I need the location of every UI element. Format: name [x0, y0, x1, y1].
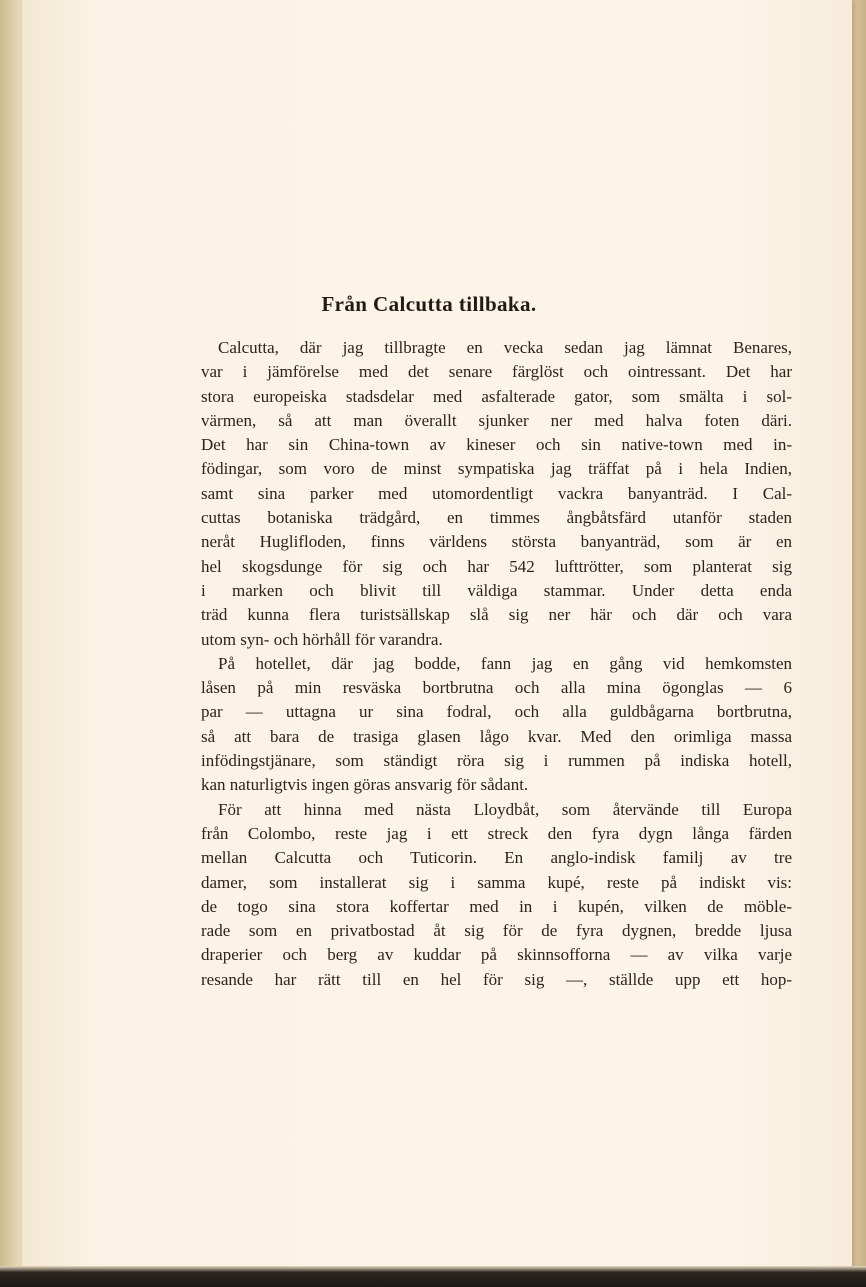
text-line: värmen, så att man överallt sjunker ner med halva foten däri.	[201, 410, 792, 430]
text-line: rade som en privatbostad åt sig för de fyra dygnen, bredde ljusa	[201, 921, 792, 941]
text-line: neråt Huglifloden, finns världens största banyanträd, som är en	[201, 532, 792, 552]
text-line: låsen på min resväska bortbrutna och alla mina ögonglas — 6	[201, 678, 792, 698]
text-line: hel skogsdunge för sig och har 542 lufttrötter, som planterat sig	[201, 556, 792, 576]
text-line: På hotellet, där jag bodde, fann jag en gång vid hemkomsten	[218, 653, 792, 673]
text-line: så att bara de trasiga glasen lågo kvar. Med den orimliga massa	[201, 726, 792, 746]
text-line: utom syn- och hörhåll för varandra.	[201, 629, 443, 649]
text-line: kan naturligtvis ingen göras ansvarig för sådant.	[201, 775, 529, 795]
text-line: cuttas botaniska trädgård, en timmes ångbåtsfärd utanför staden	[201, 508, 792, 528]
page-bottom-edge	[0, 1266, 866, 1287]
text-line: samt sina parker med utomordentligt vackra banyanträd. I Cal-	[201, 483, 792, 503]
text-line: damer, som installerat sig i samma kupé, reste på indiskt vis:	[201, 872, 792, 892]
chapter-title: Från Calcutta tillbaka.	[321, 292, 537, 316]
text-line: mellan Calcutta och Tuticorin. En anglo-indisk familj av tre	[201, 848, 792, 868]
text-line: resande har rätt till en hel för sig —, ställde upp ett hop-	[201, 969, 792, 989]
text-line: födingar, som voro de minst sympatiska jag träffat på i hela Indien,	[201, 459, 792, 479]
text-line: Det har sin China-town av kineser och sin native-town med in-	[201, 435, 792, 455]
chapter-body	[201, 336, 792, 992]
text-line: från Colombo, reste jag i ett streck den fyra dygn långa färden	[201, 823, 792, 843]
text-line: Calcutta, där jag tillbragte en vecka sedan jag lämnat Benares,	[218, 338, 792, 357]
text-line: stora europeiska stadsdelar med asfalterade gator, som smälta i sol-	[201, 386, 792, 406]
text-line: träd kunna flera turistsällskap slå sig ner här och där och vara	[201, 605, 792, 625]
text-line: de togo sina stora koffertar med in i kupén, vilken de möble-	[201, 896, 792, 916]
text-line: par — uttagna ur sina fodral, och alla guldbågarna bortbrutna,	[201, 702, 792, 722]
text-line: draperier och berg av kuddar på skinnsofforna — av vilka varje	[201, 945, 792, 965]
text-line: För att hinna med nästa Lloydbåt, som återvände till Europa	[218, 799, 792, 819]
text-line: var i jämförelse med det senare färglöst och ointressant. Det har	[201, 362, 792, 382]
text-line: infödingstjänare, som ständigt röra sig i rummen på indiska hotell,	[201, 751, 792, 771]
text-line: i marken och blivit till väldiga stammar. Under detta enda	[201, 580, 792, 600]
